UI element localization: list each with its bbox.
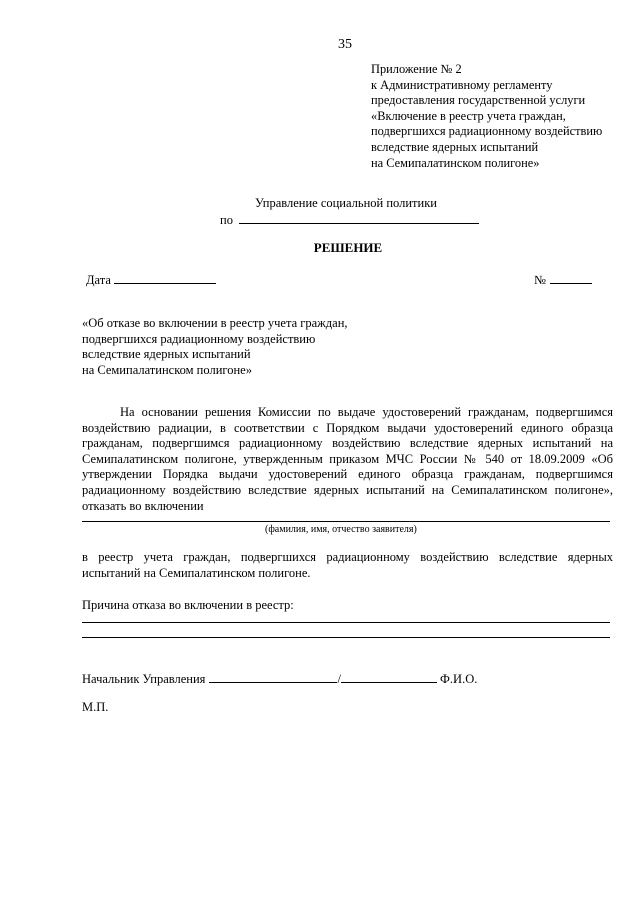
appendix-line: к Административному регламенту xyxy=(371,77,553,92)
appendix-line: Приложение № 2 xyxy=(371,62,462,76)
fio-label: Ф.И.О. xyxy=(440,672,478,686)
signature-separator: / xyxy=(337,672,341,686)
registry-paragraph: в реестр учета граждан, подвергшихся радиационному воздействию вследствие ядерных испытаний на Семипалатинском полигоне. xyxy=(82,550,613,580)
subject-line: подвергшихся радиационному воздействию xyxy=(82,331,316,346)
po-label: по xyxy=(220,213,233,227)
name-blank-line xyxy=(341,671,437,683)
subject-line: на Семипалатинском полигоне» xyxy=(82,362,252,377)
date-row xyxy=(86,272,216,288)
appendix-header xyxy=(371,62,602,171)
number-row xyxy=(534,272,592,288)
reason-label: Причина отказа во включении в реестр: xyxy=(82,598,294,612)
signature-row xyxy=(82,671,477,687)
stamp-label: М.П. xyxy=(82,700,109,714)
page-number: 35 xyxy=(338,37,352,52)
body-paragraph: На основании решения Комиссии по выдаче удостоверений гражданам, подвергшимся воздействию радиации, в соответствии с Порядком выдачи удостоверений единого образца гражданам, подвергшимся радиационному воздействию вследствие ядерных испытаний на Семипалатинском полигоне, утвержденным приказом МЧС России № 540 от 18.09.2009 «Об утверждении Порядка выдачи удостоверений единого образца гражданам, подвергшимся радиационному воздействию вследствие ядерных испытаний на Семипалатинском полигоне», отказать во включении xyxy=(82,405,613,513)
appendix-line: «Включение в реестр учета граждан, xyxy=(371,108,566,123)
appendix-line: подвергшихся радиационному воздействию xyxy=(371,124,603,139)
subject-line: вследствие ядерных испытаний xyxy=(82,347,251,362)
signature-blank-line xyxy=(209,671,337,683)
document-title: РЕШЕНИЕ xyxy=(313,240,383,255)
department-po-row xyxy=(220,212,479,228)
appendix-line: вследствие ядерных испытаний xyxy=(371,139,539,154)
head-label: Начальник Управления xyxy=(82,672,206,686)
number-label: № xyxy=(534,273,546,287)
number-blank-line xyxy=(550,272,592,284)
department-title: Управление социальной политики xyxy=(255,196,437,210)
subject-block xyxy=(82,316,348,378)
reason-line-1 xyxy=(82,622,610,623)
appendix-line: на Семипалатинском полигоне» xyxy=(371,155,540,170)
reason-line-2 xyxy=(82,637,610,638)
applicant-name-line xyxy=(82,521,610,522)
subject-line: «Об отказе во включении в реестр учета граждан, xyxy=(82,316,348,330)
appendix-line: предоставления государственной услуги xyxy=(371,93,586,108)
applicant-caption: (фамилия, имя, отчество заявителя) xyxy=(265,524,417,535)
date-blank-line xyxy=(114,272,216,284)
date-label: Дата xyxy=(86,273,111,287)
po-blank-line xyxy=(239,212,479,224)
